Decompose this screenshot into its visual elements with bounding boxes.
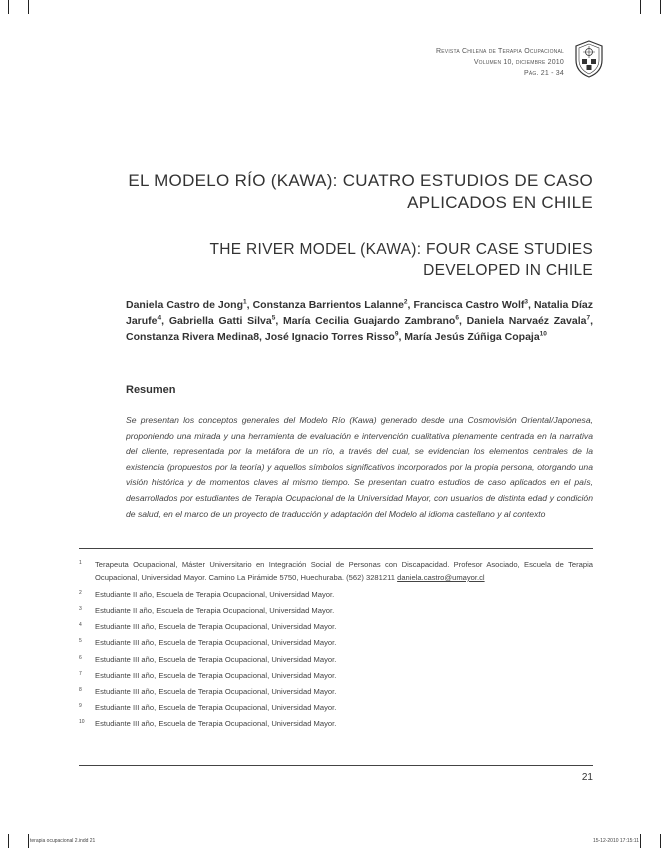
author-name: María Jesús Zúñiga Copaja xyxy=(404,331,540,343)
footnote xyxy=(79,669,593,682)
author-name: Daniela Castro de Jong xyxy=(126,299,244,311)
author-name: Constanza Barrientos Lalanne xyxy=(252,299,404,311)
footnotes xyxy=(79,558,593,733)
journal-volume: Volumen 10, diciembre 2010 xyxy=(473,59,564,66)
crop-mark xyxy=(8,0,9,14)
footnote-text: Estudiante III año, Escuela de Terapia Ocupacional, Universidad Mayor. xyxy=(95,654,337,664)
footnote-text: Estudiante III año, Escuela de Terapia Ocupacional, Universidad Mayor. xyxy=(95,670,337,680)
print-slug-file: terapia ocupacional 2.indd 21 xyxy=(30,838,96,844)
footnote-number: 4 xyxy=(79,622,82,629)
author-list xyxy=(126,297,593,345)
footnote xyxy=(79,620,593,633)
footnote xyxy=(79,636,593,649)
author: Daniela Castro de Jong$^1$, xyxy=(126,298,253,311)
author: Constanza Barrientos Lalanne$^2$, xyxy=(252,298,414,311)
author-email-link[interactable]: daniela.castro@umayor.cl xyxy=(397,573,485,582)
footnote-number: 3 xyxy=(79,605,82,612)
crop-mark xyxy=(640,834,641,848)
footnote-number: 7 xyxy=(79,670,82,677)
journal-name: Revista Chilena de Terapia Ocupacional xyxy=(436,48,564,55)
crop-mark xyxy=(660,834,661,848)
footnote-divider xyxy=(79,548,593,549)
abstract-heading: Resumen xyxy=(126,384,176,396)
footnote-number: 2 xyxy=(79,589,82,596)
footnote-text: Estudiante III año, Escuela de Terapia Ocupacional, Universidad Mayor. xyxy=(95,622,337,632)
author-name: Daniela Narvaéz Zavala xyxy=(466,315,587,327)
footnote-text: Estudiante III año, Escuela de Terapia Ocupacional, Universidad Mayor. xyxy=(95,703,337,713)
footnote-text: Terapeuta Ocupacional, Máster Universitario en Integración Social de Personas con Discapacidad. Profesor Asociado, Escuela de Terapia Ocupacional, Universidad Mayor. Camino La Pirámide 5750, Huechuraba. (562) 3281211 xyxy=(95,560,593,582)
page-number-divider xyxy=(79,765,593,766)
footnote-number: 10 xyxy=(79,719,85,726)
author-ref: 5 xyxy=(271,314,276,322)
footnote-text: Estudiante III año, Escuela de Terapia Ocupacional, Universidad Mayor. xyxy=(95,638,337,648)
footnote-text: Estudiante III año, Escuela de Terapia Ocupacional, Universidad Mayor. xyxy=(95,686,337,696)
title-en-line-2: DEVELOPED IN CHILE xyxy=(423,262,593,279)
author: Constanza Rivera Medina8, xyxy=(126,331,265,343)
author-ref: 3 xyxy=(524,298,529,306)
footnote-text: Estudiante II año, Escuela de Terapia Ocupacional, Universidad Mayor. xyxy=(95,605,335,615)
author: Gabriella Gatti Silva$^5$, xyxy=(168,314,283,327)
footnote-text: Estudiante II año, Escuela de Terapia Ocupacional, Universidad Mayor. xyxy=(95,589,335,599)
author-ref: 7 xyxy=(586,314,591,322)
footnote-number: 9 xyxy=(79,703,82,710)
print-slug-timestamp: 15-12-2010 17:15:11 xyxy=(592,838,639,844)
footnote xyxy=(79,653,593,666)
article-title-spanish xyxy=(128,170,593,214)
article-title-english xyxy=(210,239,593,281)
author-name: Constanza Rivera Medina8 xyxy=(126,331,260,343)
author-name: Gabriella Gatti Silva xyxy=(168,315,272,327)
author xyxy=(404,331,547,343)
abstract-text: Se presentan los conceptos generales del Modelo Río (Kawa) generado desde una Cosmovisión Oriental/Japonesa, proponiendo una mirada y una herramienta de evaluación e intervención cualitativa plenamente centrada en la narrativa del cliente, representada por la metáfora de un río, a través del cual, se evidencian los elementos centrales de la existencia (propuestos por la teoría) y aquellos símbolos significativos incorporados por la propia persona, otorgando una visión histórica y de momentos claves al mismo tiempo. Se presentan cuatro estudios de caso aplicados en el país, desarrollados por estudiantes de Terapia Ocupacional de la Universidad Mayor, con usuarios de distinta edad y condición de salud, en el marco de un proyecto de traducción y adaptación del Modelo al idioma castellano y al contexto xyxy=(126,415,593,519)
footnote-number: 6 xyxy=(79,654,82,661)
author-name: María Cecilia Guajardo Zambrano xyxy=(282,315,456,327)
author: Natalia Díaz Jarufe$^4$, xyxy=(126,299,594,327)
footnote xyxy=(79,717,593,730)
footnote-number: 8 xyxy=(79,686,82,693)
author-name: Francisca Castro Wolf xyxy=(413,299,525,311)
title-es-line-1: EL MODELO RÍO (KAWA): CUATRO ESTUDIOS DE CASO xyxy=(128,171,593,190)
journal-header xyxy=(436,46,564,79)
author-name: José Ignacio Torres Risso xyxy=(264,331,395,343)
author-ref: 1 xyxy=(243,298,247,306)
author-name: Natalia Díaz Jarufe xyxy=(126,299,594,327)
journal-pages: Pág. 21 - 34 xyxy=(524,70,564,77)
footnote-number: 5 xyxy=(79,638,82,645)
footnote xyxy=(79,558,593,584)
crop-mark xyxy=(660,0,661,14)
author-ref: 2 xyxy=(403,298,408,306)
footnote xyxy=(79,685,593,698)
author-ref: 10 xyxy=(539,330,547,338)
author-ref: 4 xyxy=(157,314,162,322)
crop-mark xyxy=(8,834,9,848)
author: José Ignacio Torres Risso$^9$, xyxy=(264,330,405,343)
title-es-line-2: APLICADOS EN CHILE xyxy=(407,193,593,212)
crop-mark xyxy=(28,0,29,14)
title-en-line-1: THE RIVER MODEL (KAWA): FOUR CASE STUDIES xyxy=(209,241,593,258)
footnote xyxy=(79,604,593,617)
crop-mark xyxy=(640,0,641,14)
author-ref: 9 xyxy=(394,330,399,338)
footnote xyxy=(79,588,593,601)
footnote xyxy=(79,701,593,714)
page-number: 21 xyxy=(581,772,593,783)
author: Francisca Castro Wolf$^3$, xyxy=(413,298,534,311)
author: Daniela Narvaéz Zavala$^7$, xyxy=(466,314,594,327)
footnote-number: 1 xyxy=(79,560,82,566)
footnote-text: Estudiante III año, Escuela de Terapia Ocupacional, Universidad Mayor. xyxy=(95,719,337,729)
author: María Cecilia Guajardo Zambrano$^6$, xyxy=(282,314,467,327)
crop-mark xyxy=(28,834,29,848)
university-seal-icon xyxy=(574,40,604,78)
author-ref: 6 xyxy=(455,314,459,322)
